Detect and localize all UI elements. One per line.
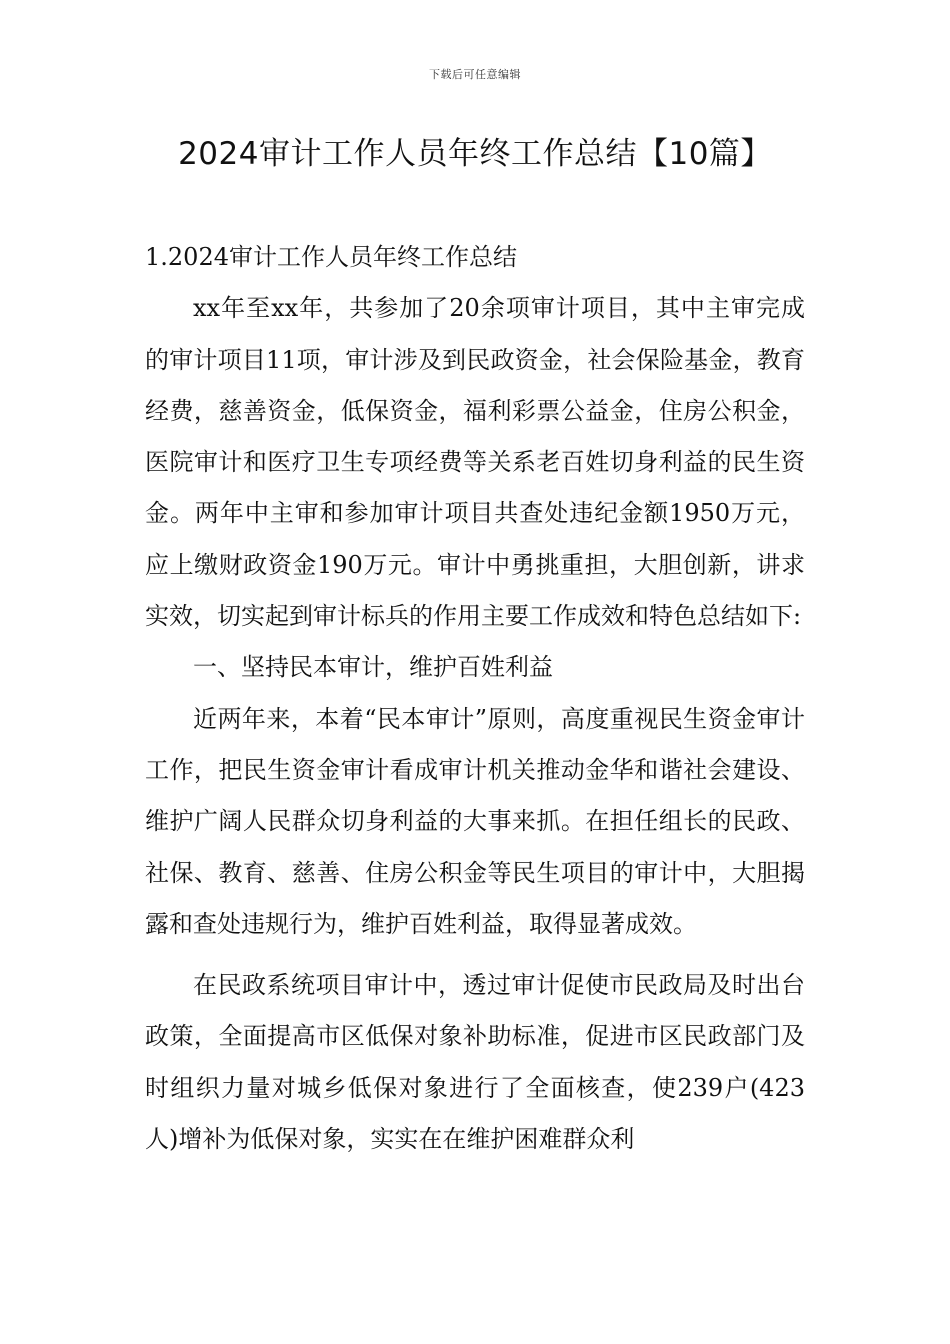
document-title: 2024审计工作人员年终工作总结【10篇】 [178, 136, 772, 172]
section-heading: 1.2024审计工作人员年终工作总结 [145, 243, 517, 271]
paragraph-summary: xx年至xx年，共参加了20余项审计项目，其中主审完成的审计项目11项，审计涉及到民政资金，社会保险基金，教育经费，慈善资金，低保资金，福利彩票公益金，住房公积金，医院审计和医疗卫生专项经费等关系老百姓切身利益的民生资金。两年中主审和参加审计项目共查处违纪金额1950万元，应上缴财政资金190万元。审计中勇挑重担，大胆创新，讲求实效，切实起到审计标兵的作用主要工作成效和特色总结如下: [145, 294, 805, 631]
header-note: 下载后可任意编辑 [429, 68, 521, 81]
paragraph-people-first-audit: 近两年来，本着“民本审计”原则，高度重视民生资金审计工作，把民生资金审计看成审计机关推动金华和谐社会建设、维护广阔人民群众切身利益的大事来抓。在担任组长的民政、社保、教育、慈善、住房公积金等民生项目的审计中，大胆揭露和查处违规行为，维护百姓利益，取得显著成效。 [145, 704, 805, 938]
subheading-people-first-audit: 一、坚持民本审计，维护百姓利益 [193, 653, 553, 682]
paragraph-civil-affairs-audit: 在民政系统项目审计中，透过审计促使市民政局及时出台政策，全面提高市区低保对象补助标准，促进市区民政部门及时组织力量对城乡低保对象进行了全面核查，使239户(423人)增补为低保对象，实实在在维护困难群众利 [145, 971, 805, 1154]
document-body [145, 232, 805, 1165]
